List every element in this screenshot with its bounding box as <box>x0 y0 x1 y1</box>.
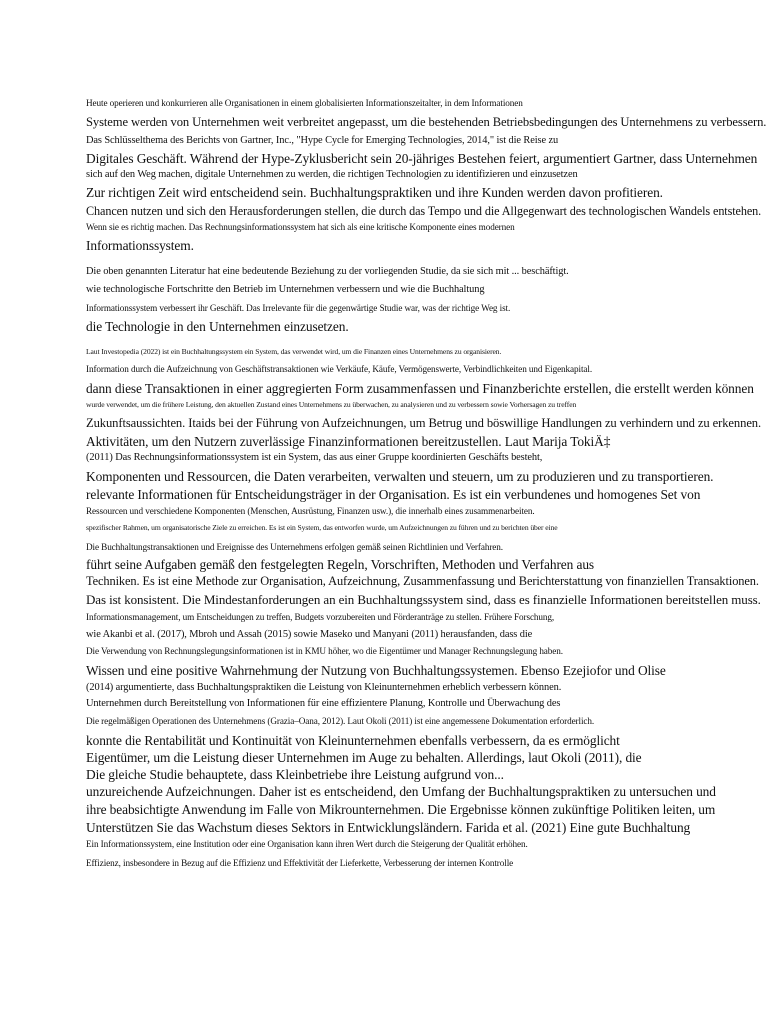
text-line: Chancen nutzen und sich den Herausforderungen stellen, die durch das Tempo und die Allgegenwart des technologischen Wandels entstehen. <box>86 204 762 218</box>
text-line: Zur richtigen Zeit wird entscheidend sein. Buchhaltungspraktiken und ihre Kunden werden davon profitieren. <box>86 185 663 200</box>
text-line: Techniken. Es ist eine Methode zur Organisation, Aufzeichnung, Zusammenfassung und Berichterstattung von finanziellen Transaktionen. <box>86 574 759 588</box>
text-line: Das Schlüsselthema des Berichts von Gartner, Inc., "Hype Cycle for Emerging Technologies, 2014," ist die Reise zu <box>86 135 559 146</box>
text-line: (2014) argumentierte, dass Buchhaltungspraktiken die Leistung von Kleinunternehmen erheblich verbessern können. <box>86 682 562 693</box>
text-line: unzureichende Aufzeichnungen. Daher ist es entscheidend, den Umfang der Buchhaltungspraktiken zu untersuchen und <box>86 784 716 799</box>
text-line: Wenn sie es richtig machen. Das Rechnungsinformationssystem hat sich als eine kritische Komponente eines modernen <box>86 222 515 232</box>
text-line: die Technologie in den Unternehmen einzusetzen. <box>86 319 349 334</box>
text-line: Das ist konsistent. Die Mindestanforderungen an ein Buchhaltungssystem sind, dass es finanzielle Informationen bereitstellen muss. <box>86 592 761 607</box>
text-line: spezifischer Rahmen, um organisatorische Ziele zu erreichen. Es ist ein System, das entworfen wurde, um Aufzeichnungen zu führen und zu berichten über eine <box>86 523 558 532</box>
text-line: wurde verwendet, um die frühere Leistung, den aktuellen Zustand eines Unternehmens zu überwachen, zu analysieren und zu verbessern sowie Vorhersagen zu treffen <box>86 400 577 409</box>
text-line: wie technologische Fortschritte den Betrieb im Unternehmen verbessern und wie die Buchhaltung <box>86 284 485 295</box>
text-line: Die Buchhaltungstransaktionen und Ereignisse des Unternehmens erfolgen gemäß seinen Richtlinien und Verfahren. <box>86 542 503 552</box>
text-line: Die gleiche Studie behauptete, dass Kleinbetriebe ihre Leistung aufgrund von... <box>86 767 504 782</box>
text-line: Ein Informationssystem, eine Institution oder eine Organisation kann ihren Wert durch die Steigerung der Qualität erhöhen. <box>86 839 528 849</box>
text-line: Digitales Geschäft. Während der Hype-Zyklusbericht sein 20-jähriges Bestehen feiert, argumentiert Gartner, dass Unternehmen <box>86 151 758 166</box>
text-line: Laut Investopedia (2022) ist ein Buchhaltungssystem ein System, das verwendet wird, um die Finanzen eines Unternehmens zu organisieren. <box>86 347 502 356</box>
text-line: Die regelmäßigen Operationen des Unternehmens (Grazia–Oana, 2012). Laut Okoli (2011) ist eine angemessene Dokumentation erforderlich. <box>86 716 595 726</box>
text-line: Zukunftsaussichten. Itaids bei der Führung von Aufzeichnungen, um Betrug und böswillige Handlungen zu verhindern und zu erkennen. <box>86 416 762 430</box>
text-line: Systeme werden von Unternehmen weit verbreitet angepasst, um die bestehenden Betriebsbedingungen des Unternehmens zu verbessern. <box>86 115 767 129</box>
text-line: führt seine Aufgaben gemäß den festgelegten Regeln, Vorschriften, Methoden und Verfahren aus <box>86 557 595 572</box>
text-line: Effizienz, insbesondere in Bezug auf die Effizienz und Effektivität der Lieferkette, Verbesserung der internen Kontrolle <box>86 858 514 868</box>
text-line: konnte die Rentabilität und Kontinuität von Kleinunternehmen ebenfalls verbessern, da es ermöglicht <box>86 733 620 748</box>
text-line: Eigentümer, um die Leistung dieser Unternehmen im Auge zu behalten. Allerdings, laut Okoli (2011), die <box>86 750 642 765</box>
text-line: Die Verwendung von Rechnungslegungsinformationen ist in KMU höher, wo die Eigentümer und Manager Rechnungslegung haben. <box>86 646 563 656</box>
text-line: Informationsmanagement, um Entscheidungen zu treffen, Budgets vorzubereiten und Förderanträge zu stellen. Frühere Forschung, <box>86 612 555 622</box>
text-line: Aktivitäten, um den Nutzern zuverlässige Finanzinformationen bereitzustellen. Laut Marija TokiÄ‡ <box>86 434 611 449</box>
text-line: Informationssystem. <box>86 238 194 253</box>
text-line: Heute operieren und konkurrieren alle Organisationen in einem globalisierten Informationszeitalter, in dem Informationen <box>86 98 523 108</box>
text-line: Ressourcen und verschiedene Komponenten (Menschen, Ausrüstung, Finanzen usw.), die innerhalb eines zusammenarbeiten. <box>86 506 535 516</box>
text-line: sich auf den Weg machen, digitale Unternehmen zu werden, die richtigen Technologien zu identifizieren und einzusetzen <box>86 169 578 180</box>
text-line: Informationssystem verbessert ihr Geschäft. Das Irrelevante für die gegenwärtige Studie war, was der richtige Weg ist. <box>86 303 511 313</box>
text-line: dann diese Transaktionen in einer aggregierten Form zusammenfassen und Finanzberichte erstellen, die erstellt werden können <box>86 381 754 396</box>
text-line: Unterstützen Sie das Wachstum dieses Sektors in Entwicklungsländern. Farida et al. (2021) Eine gute Buchhaltung <box>86 820 691 835</box>
text-line: Unternehmen durch Bereitstellung von Informationen für eine effizientere Planung, Kontrolle und Überwachung des <box>86 698 561 709</box>
text-line: Komponenten und Ressourcen, die Daten verarbeiten, verwalten und steuern, um zu produzieren und zu transportieren. <box>86 469 714 484</box>
text-line: ihre beabsichtigte Anwendung im Falle von Mikrounternehmen. Die Ergebnisse können zukünftige Politiken leiten, um <box>86 802 716 817</box>
text-line: wie Akanbi et al. (2017), Mbroh und Assah (2015) sowie Maseko und Manyani (2011) herausfanden, dass die <box>86 629 533 640</box>
text-line: (2011) Das Rechnungsinformationssystem ist ein System, das aus einer Gruppe koordinierten Geschäfts besteht, <box>86 452 543 463</box>
text-line: Die oben genannten Literatur hat eine bedeutende Beziehung zu der vorliegenden Studie, da sie sich mit ... beschäftigt. <box>86 266 569 277</box>
text-line: Information durch die Aufzeichnung von Geschäftstransaktionen wie Verkäufe, Käufe, Vermögenswerte, Verbindlichkeiten und Eigenkapital. <box>86 364 593 374</box>
text-line: relevante Informationen für Entscheidungsträger in der Organisation. Es ist ein verbundenes und homogenes Set von <box>86 487 701 502</box>
text-line: Wissen und eine positive Wahrnehmung der Nutzung von Buchhaltungssystemen. Ebenso Ezejiofor und Olise <box>86 663 666 678</box>
